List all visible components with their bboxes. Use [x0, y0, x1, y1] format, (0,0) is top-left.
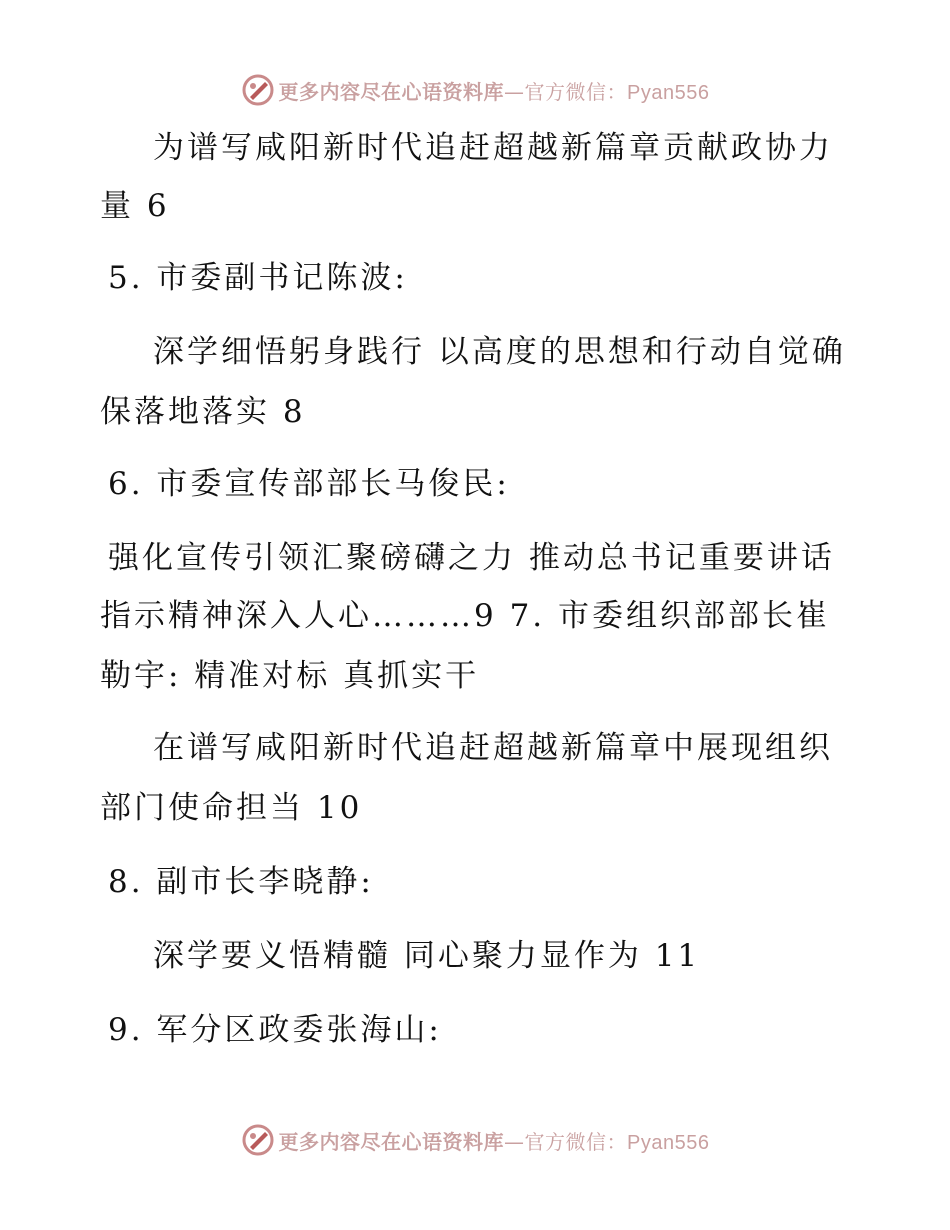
toc-line-13: 深学要义悟精髓 同心聚力显作为 11: [153, 938, 701, 974]
toc-line-8: 指示精神深入人心………9 7. 市委组织部部长崔: [100, 598, 831, 634]
watermark-text: [279, 76, 710, 105]
watermark-header: [0, 72, 950, 108]
toc-line-5: 保落地落实 8: [100, 394, 306, 430]
toc-line-4: 深学细悟躬身践行 以高度的思想和行动自觉确: [153, 334, 846, 370]
brand-logo-icon: [241, 1123, 275, 1157]
toc-line-6: 6. 市委宣传部部长马俊民:: [108, 466, 510, 502]
watermark-brand: 更多内容尽在心语资料库: [278, 1129, 505, 1154]
watermark-wechat-id: Pyan556: [627, 1131, 710, 1154]
toc-line-14: 9. 军分区政委张海山:: [108, 1012, 442, 1048]
watermark-text: [279, 1126, 710, 1155]
toc-line-7: 强化宣传引领汇聚磅礴之力 推动总书记重要讲话: [108, 540, 835, 576]
watermark-wechat-id: Pyan556: [627, 81, 710, 104]
watermark-wechat-label: 官方微信：: [524, 79, 628, 104]
toc-line-11: 部门使命担当 10: [100, 790, 363, 826]
toc-line-1: 为谱写咸阳新时代追赶超越新篇章贡献政协力: [153, 130, 833, 166]
watermark-separator: —: [504, 79, 525, 104]
toc-line-9: 勒宇: 精准对标 真抓实干: [100, 658, 480, 694]
watermark-separator: —: [504, 1129, 525, 1154]
watermark-brand: 更多内容尽在心语资料库: [278, 79, 505, 104]
watermark-wechat-label: 官方微信：: [524, 1129, 628, 1154]
toc-line-10: 在谱写咸阳新时代追赶超越新篇章中展现组织: [153, 730, 833, 766]
toc-line-2: 量 6: [100, 188, 170, 224]
brand-logo-icon: [241, 73, 275, 107]
toc-line-3: 5. 市委副书记陈波:: [108, 260, 408, 296]
toc-line-12: 8. 副市长李晓静:: [108, 864, 374, 900]
watermark-footer: [0, 1122, 950, 1158]
